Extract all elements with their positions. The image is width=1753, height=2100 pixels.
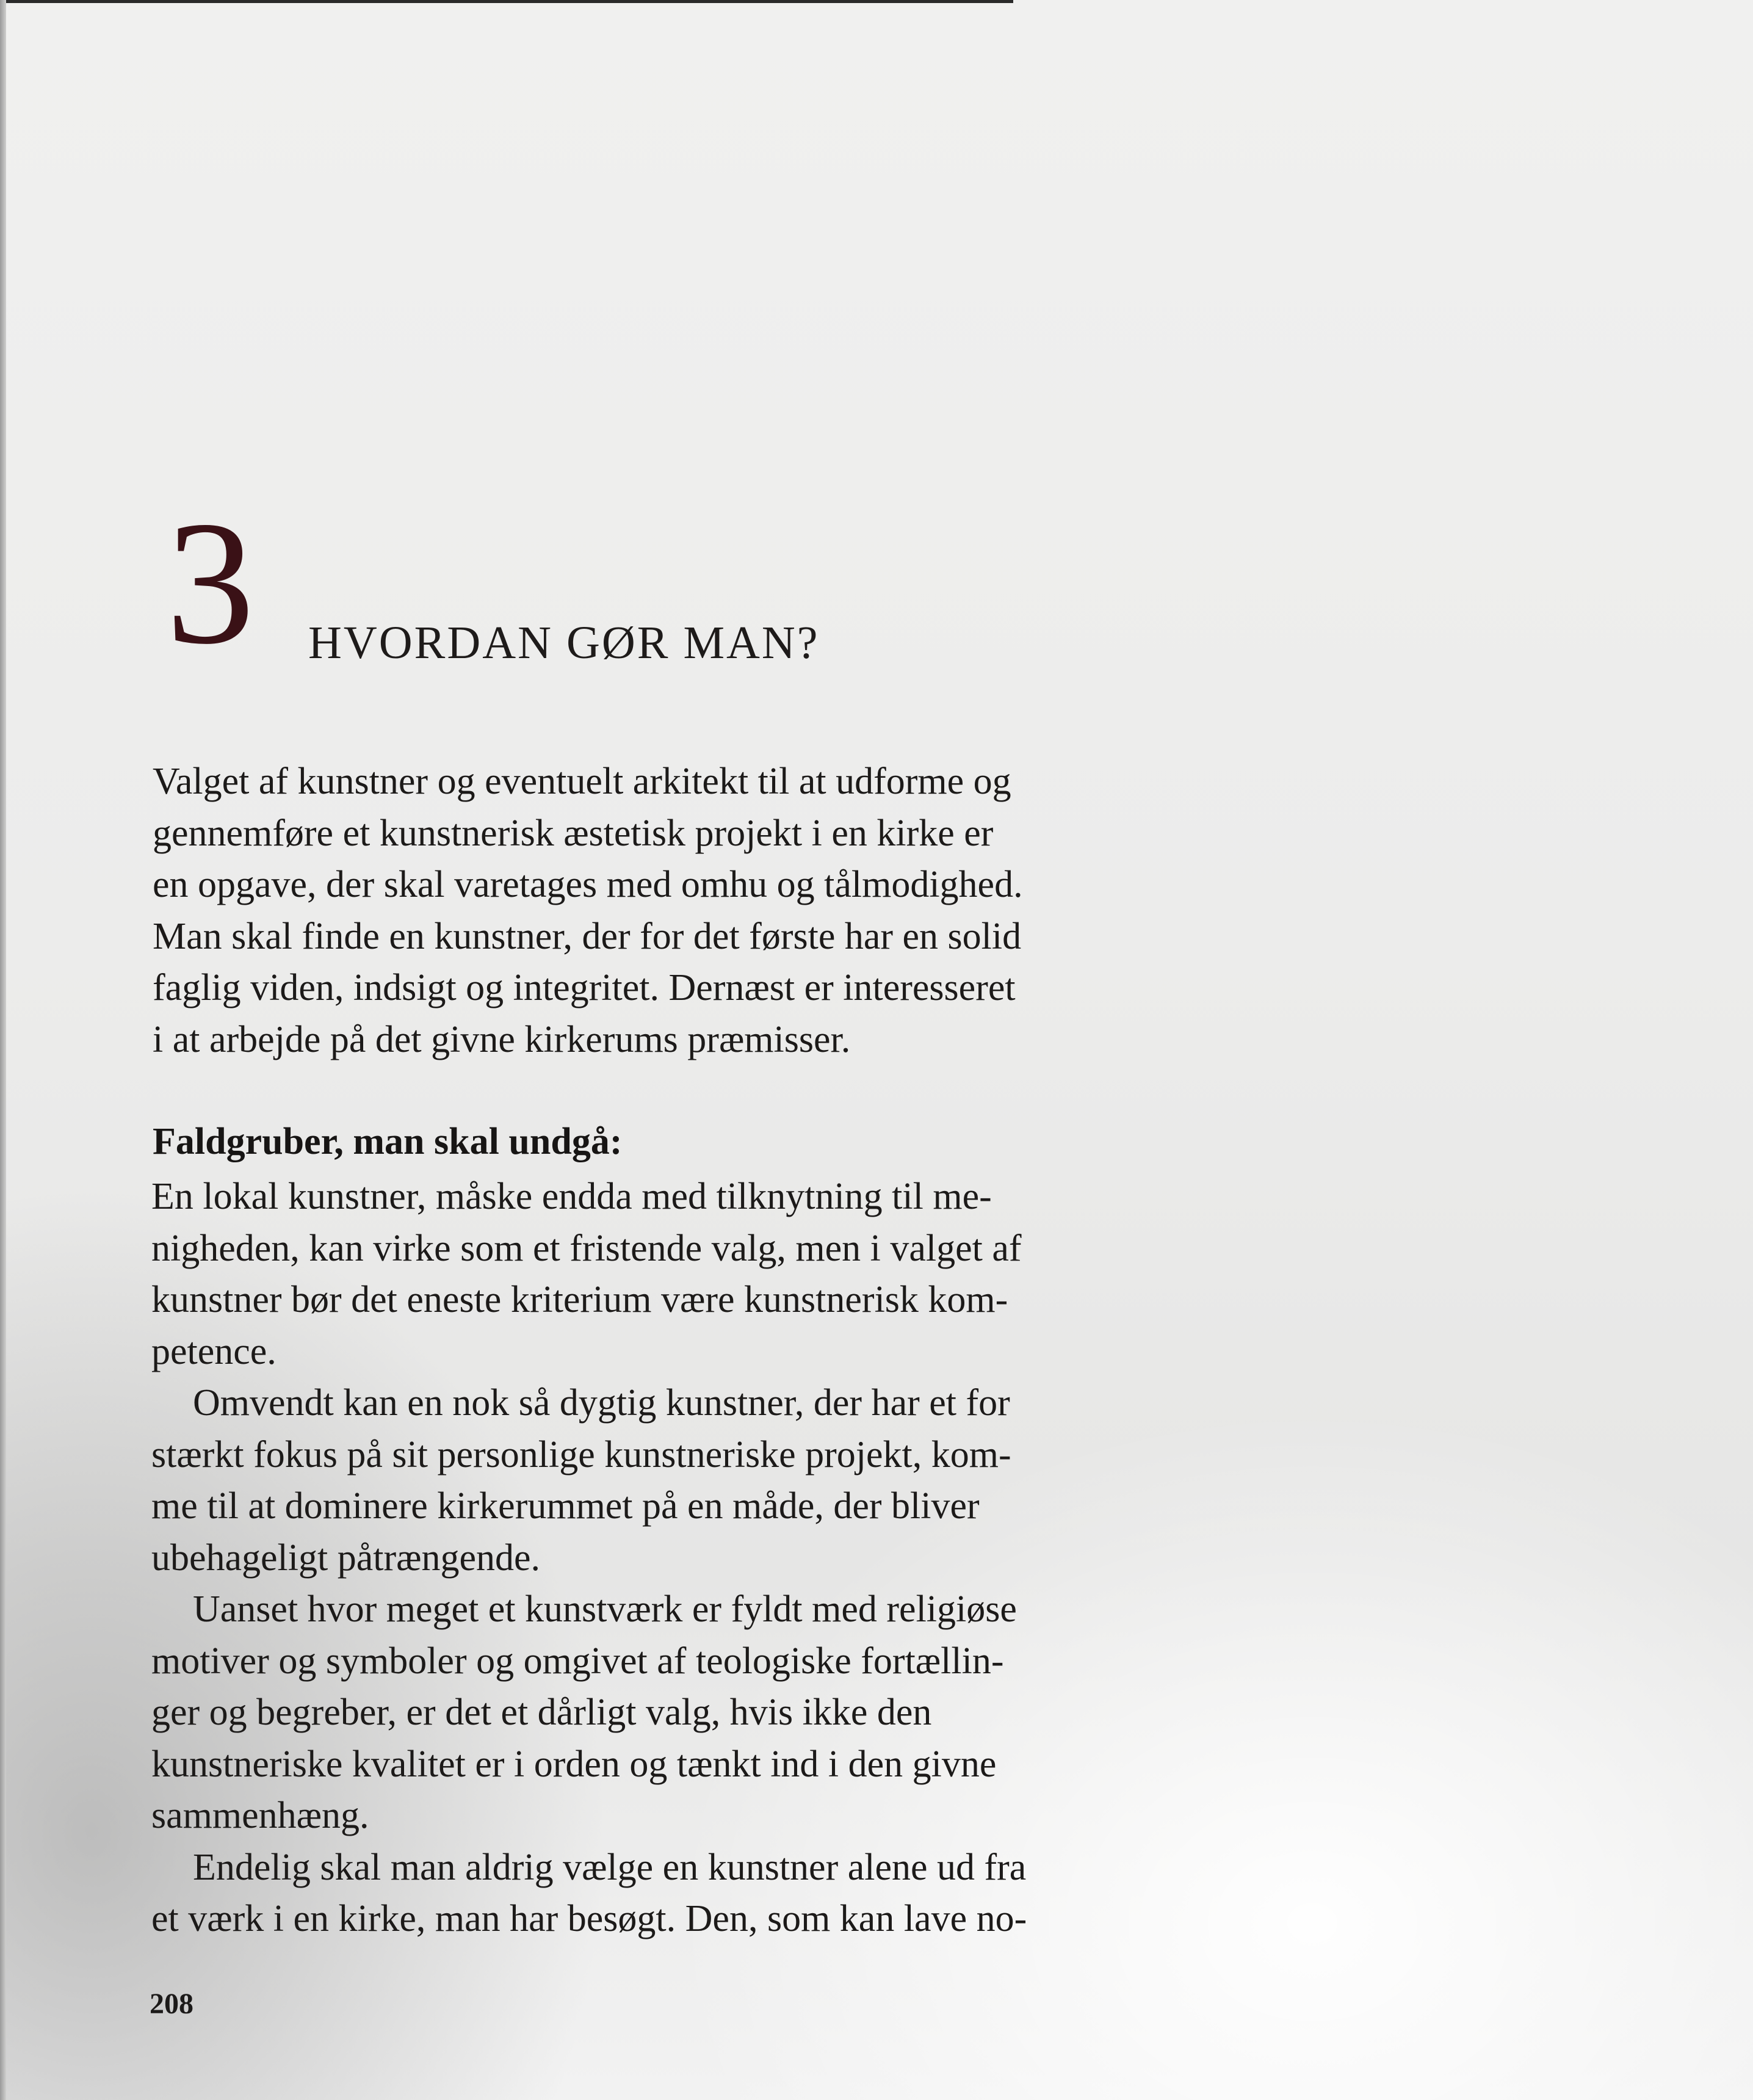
chapter-number: 3 — [166, 485, 255, 681]
text-line: stærkt fokus på sit personlige kunstneriske projekt, kom- — [151, 1433, 1011, 1475]
text-line: me til at dominere kirkerummet på en måde, der bliver — [151, 1485, 980, 1527]
text-line: motiver og symboler og omgivet af teologiske fortællin- — [151, 1640, 1004, 1682]
section-body — [151, 1171, 1165, 1945]
page-top-edge — [0, 0, 1013, 3]
text-line: sammenhæng. — [151, 1795, 369, 1836]
text-line: i at arbejde på det givne kirkerums præmisser. — [153, 1018, 851, 1060]
text-line: Man skal finde en kunstner, der for det første har en solid — [153, 915, 1022, 957]
intro-paragraph — [153, 756, 1166, 1065]
text-line: kunstner bør det eneste kriterium være kunstnerisk kom- — [151, 1279, 1008, 1320]
text-line: gennemføre et kunstnerisk æstetisk projekt i en kirke er — [153, 812, 994, 854]
text-line: ubehageligt påtrængende. — [151, 1537, 541, 1579]
page-number: 208 — [150, 1988, 193, 2020]
text-line: et værk i en kirke, man har besøgt. Den, som kan lave no- — [151, 1898, 1027, 1939]
text-line: nigheden, kan virke som et fristende valg, men i valget af — [151, 1227, 1022, 1269]
text-line: Valget af kunstner og eventuelt arkitekt til at udforme og — [153, 761, 1011, 802]
text-line: Endelig skal man aldrig vælge en kunstner alene ud fra — [193, 1846, 1027, 1888]
text-line: en opgave, der skal varetages med omhu og tålmodighed. — [153, 864, 1023, 905]
text-line: En lokal kunstner, måske endda med tilknytning til me- — [151, 1176, 992, 1217]
text-line: Omvendt kan en nok så dygtig kunstner, der har et for — [193, 1382, 1010, 1424]
text-line: Uanset hvor meget et kunstværk er fyldt med religiøse — [193, 1588, 1017, 1630]
text-line: petence. — [151, 1330, 277, 1372]
page-binding-edge — [0, 0, 6, 2100]
text-line: kunstneriske kvalitet er i orden og tænkt ind i den givne — [151, 1743, 997, 1785]
text-line: ger og begreber, er det et dårligt valg, hvis ikke den — [151, 1692, 932, 1733]
chapter-title: HVORDAN GØR MAN? — [308, 617, 820, 668]
text-line: faglig viden, indsigt og integritet. Dernæst er interesseret — [153, 967, 1016, 1008]
section-heading: Faldgruber, man skal undgå: — [153, 1121, 623, 1162]
